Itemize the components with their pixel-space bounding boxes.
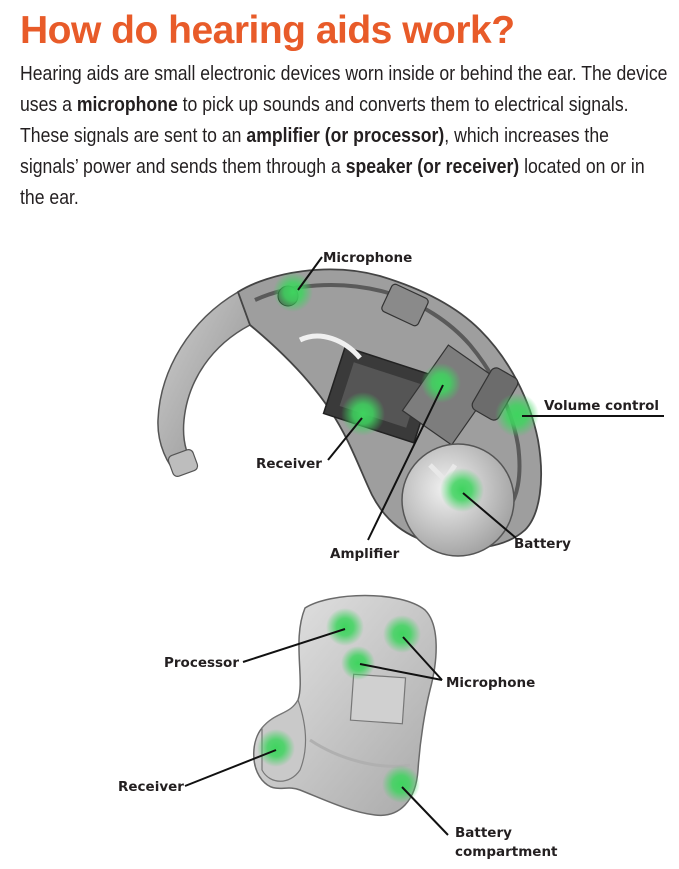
label-ite-processor: Processor [164, 655, 239, 671]
leader-ite-battery [402, 787, 448, 835]
glow-ite-microphone-2 [341, 646, 375, 680]
glow-bte-amplifier [421, 363, 461, 403]
label-bte-receiver: Receiver [256, 456, 322, 472]
glow-ite-receiver [257, 729, 295, 767]
intro-text-1: Hearing aids are small electronic devices worn inside or behind the ear. The device uses a [20, 62, 668, 116]
intro-bold-microphone: microphone [76, 93, 178, 116]
page-title: How do hearing aids work? [20, 9, 515, 52]
intro-text-2: to pick up sounds and converts them to electrical signals. These signals are sent to an [20, 93, 629, 147]
intro-bold-amplifier: amplifier (or processor) [246, 124, 445, 147]
label-ite-receiver: Receiver [118, 779, 184, 795]
label-ite-battery-line1: Battery [455, 825, 512, 841]
label-bte-amplifier: Amplifier [330, 546, 400, 562]
glow-ite-microphone-1 [383, 615, 421, 653]
intro-text-4: located on or in the ear. [20, 155, 645, 209]
label-bte-battery: Battery [514, 536, 571, 552]
label-bte-volume-control: Volume control [544, 398, 660, 414]
glow-bte-receiver [341, 392, 385, 436]
bte-ear-hook [158, 292, 250, 475]
ite-battery-door [350, 674, 405, 724]
label-bte-microphone: Microphone [323, 250, 413, 266]
intro-text-3: , which increases the signals’ power and sends them through a [20, 124, 609, 178]
label-ite-battery-line2: compartment [455, 844, 558, 860]
glow-ite-processor [326, 608, 364, 646]
intro-bold-speaker: speaker (or receiver) [345, 155, 520, 178]
glow-ite-battery [382, 765, 420, 803]
label-ite-microphone: Microphone [446, 675, 536, 691]
